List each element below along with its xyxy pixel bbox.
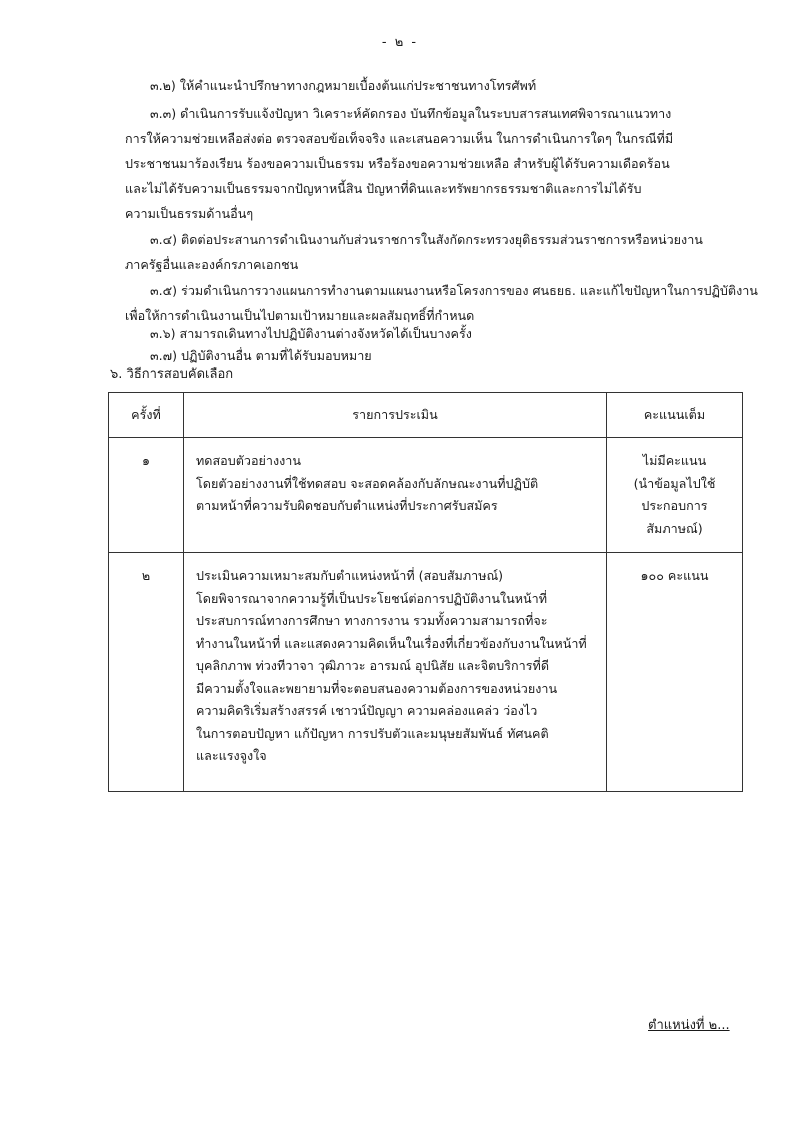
round-number: ๒ xyxy=(109,553,184,792)
next-page-continuation: ตำแหน่งที่ ๒... xyxy=(648,1018,730,1033)
round-number: ๑ xyxy=(109,438,184,553)
table-row xyxy=(109,553,743,792)
score-line: ไม่มีคะแนน xyxy=(642,453,707,468)
score-line: (นำข้อมูลไปใช้ xyxy=(633,475,716,491)
duty-line: ๓.๗) ปฏิบัติงานอื่น ตามที่ได้รับมอบหมาย xyxy=(150,348,372,363)
desc-line: ทดสอบตัวอย่างงาน xyxy=(196,453,301,468)
duty-line: การให้ความช่วยเหลือส่งต่อ ตรวจสอบข้อเท็จจริง และเสนอความเห็น ในการดำเนินการใดๆ ในกรณีที่มี xyxy=(125,131,674,146)
duty-line: และไม่ได้รับความเป็นธรรมจากปัญหาหนี้สิน ปัญหาที่ดินและทรัพยากรธรรมชาติและการไม่ได้รับ xyxy=(125,181,642,196)
desc-line: ความคิดริเริ่มสร้างสรรค์ เชาวน์ปัญญา ความคล่องแคล่ว ว่องไว xyxy=(196,703,538,718)
desc-line: ทำงานในหน้าที่ และแสดงความคิดเห็นในเรื่องที่เกี่ยวข้องกับงานในหน้าที่ xyxy=(196,635,587,651)
assessment-description xyxy=(184,438,607,553)
score-line: ประกอบการ xyxy=(641,498,708,513)
full-score xyxy=(607,553,743,792)
duty-line: ประชาชนมาร้องเรียน ร้องขอความเป็นธรรม หรือร้องขอความช่วยเหลือ สำหรับผู้ได้รับความเดือดร้อน xyxy=(125,156,670,171)
duty-line: ความเป็นธรรมด้านอื่นๆ xyxy=(125,206,254,221)
duty-line: ๓.๒) ให้คำแนะนำปรึกษาทางกฎหมายเบื้องต้นแก่ประชาชนทางโทรศัพท์ xyxy=(150,78,537,93)
duty-line: ๓.๖) สามารถเดินทางไปปฏิบัติงานต่างจังหวัดได้เป็นบางครั้ง xyxy=(150,326,472,341)
assessment-description xyxy=(184,553,607,792)
desc-line: มีความตั้งใจและพยายามที่จะตอบสนองความต้องการของหน่วยงาน xyxy=(196,680,558,696)
full-score xyxy=(607,438,743,553)
table-header-row xyxy=(109,393,743,438)
duty-line: ๓.๓) ดำเนินการรับแจ้งปัญหา วิเคราะห์คัดกรอง บันทึกข้อมูลในระบบสารสนเทศพิจารณาแนวทาง xyxy=(150,106,672,121)
duty-line: ๓.๕) ร่วมดำเนินการวางแผนการทำงานตามแผนงานหรือโครงการของ ศนธยธ. และแก้ไขปัญหาในการปฏิบัติงาน xyxy=(150,283,758,298)
duty-line: ภาครัฐอื่นและองค์กรภาคเอกชน xyxy=(125,257,299,272)
desc-line: ในการตอบปัญหา แก้ปัญหา การปรับตัวและมนุษยสัมพันธ์ ทัศนคติ xyxy=(196,725,549,741)
header-full-score: คะแนนเต็ม xyxy=(607,393,743,438)
desc-line: ตามหน้าที่ความรับผิดชอบกับตำแหน่งที่ประกาศรับสมัคร xyxy=(196,498,498,513)
desc-line: ประเมินความเหมาะสมกับตำแหน่งหน้าที่ (สอบสัมภาษณ์) xyxy=(196,568,504,583)
duty-line: เพื่อให้การดำเนินงานเป็นไปตามเป้าหมายและผลสัมฤทธิ์ที่กำหนด xyxy=(125,308,475,323)
evaluation-table xyxy=(108,392,743,792)
score-line: ๑๐๐ คะแนน xyxy=(640,568,709,583)
desc-line: บุคลิกภาพ ท่วงทีวาจา วุฒิภาวะ อารมณ์ อุปนิสัย และจิตบริการที่ดี xyxy=(196,658,550,673)
table-row xyxy=(109,438,743,553)
desc-line: โดยตัวอย่างงานที่ใช้ทดสอบ จะสอดคล้องกับลักษณะงานที่ปฏิบัติ xyxy=(196,475,539,491)
section-title: ๖. วิธีการสอบคัดเลือก xyxy=(110,367,234,382)
desc-line: และแรงจูงใจ xyxy=(196,748,267,763)
header-round: ครั้งที่ xyxy=(109,393,184,438)
duty-line: ๓.๔) ติดต่อประสานการดำเนินงานกับส่วนราชการในสังกัดกระทรวงยุติธรรมส่วนราชการหรือหน่วยงาน xyxy=(150,232,703,247)
page-number: - ๒ - xyxy=(381,35,419,50)
score-line: สัมภาษณ์) xyxy=(646,520,703,536)
desc-line: ประสบการณ์ทางการศึกษา ทางการงาน รวมทั้งความสามารถที่จะ xyxy=(196,613,548,628)
desc-line: โดยพิจารณาจากความรู้ที่เป็นประโยชน์ต่อการปฏิบัติงานในหน้าที่ xyxy=(196,590,548,606)
header-assessment: รายการประเมิน xyxy=(184,393,607,438)
